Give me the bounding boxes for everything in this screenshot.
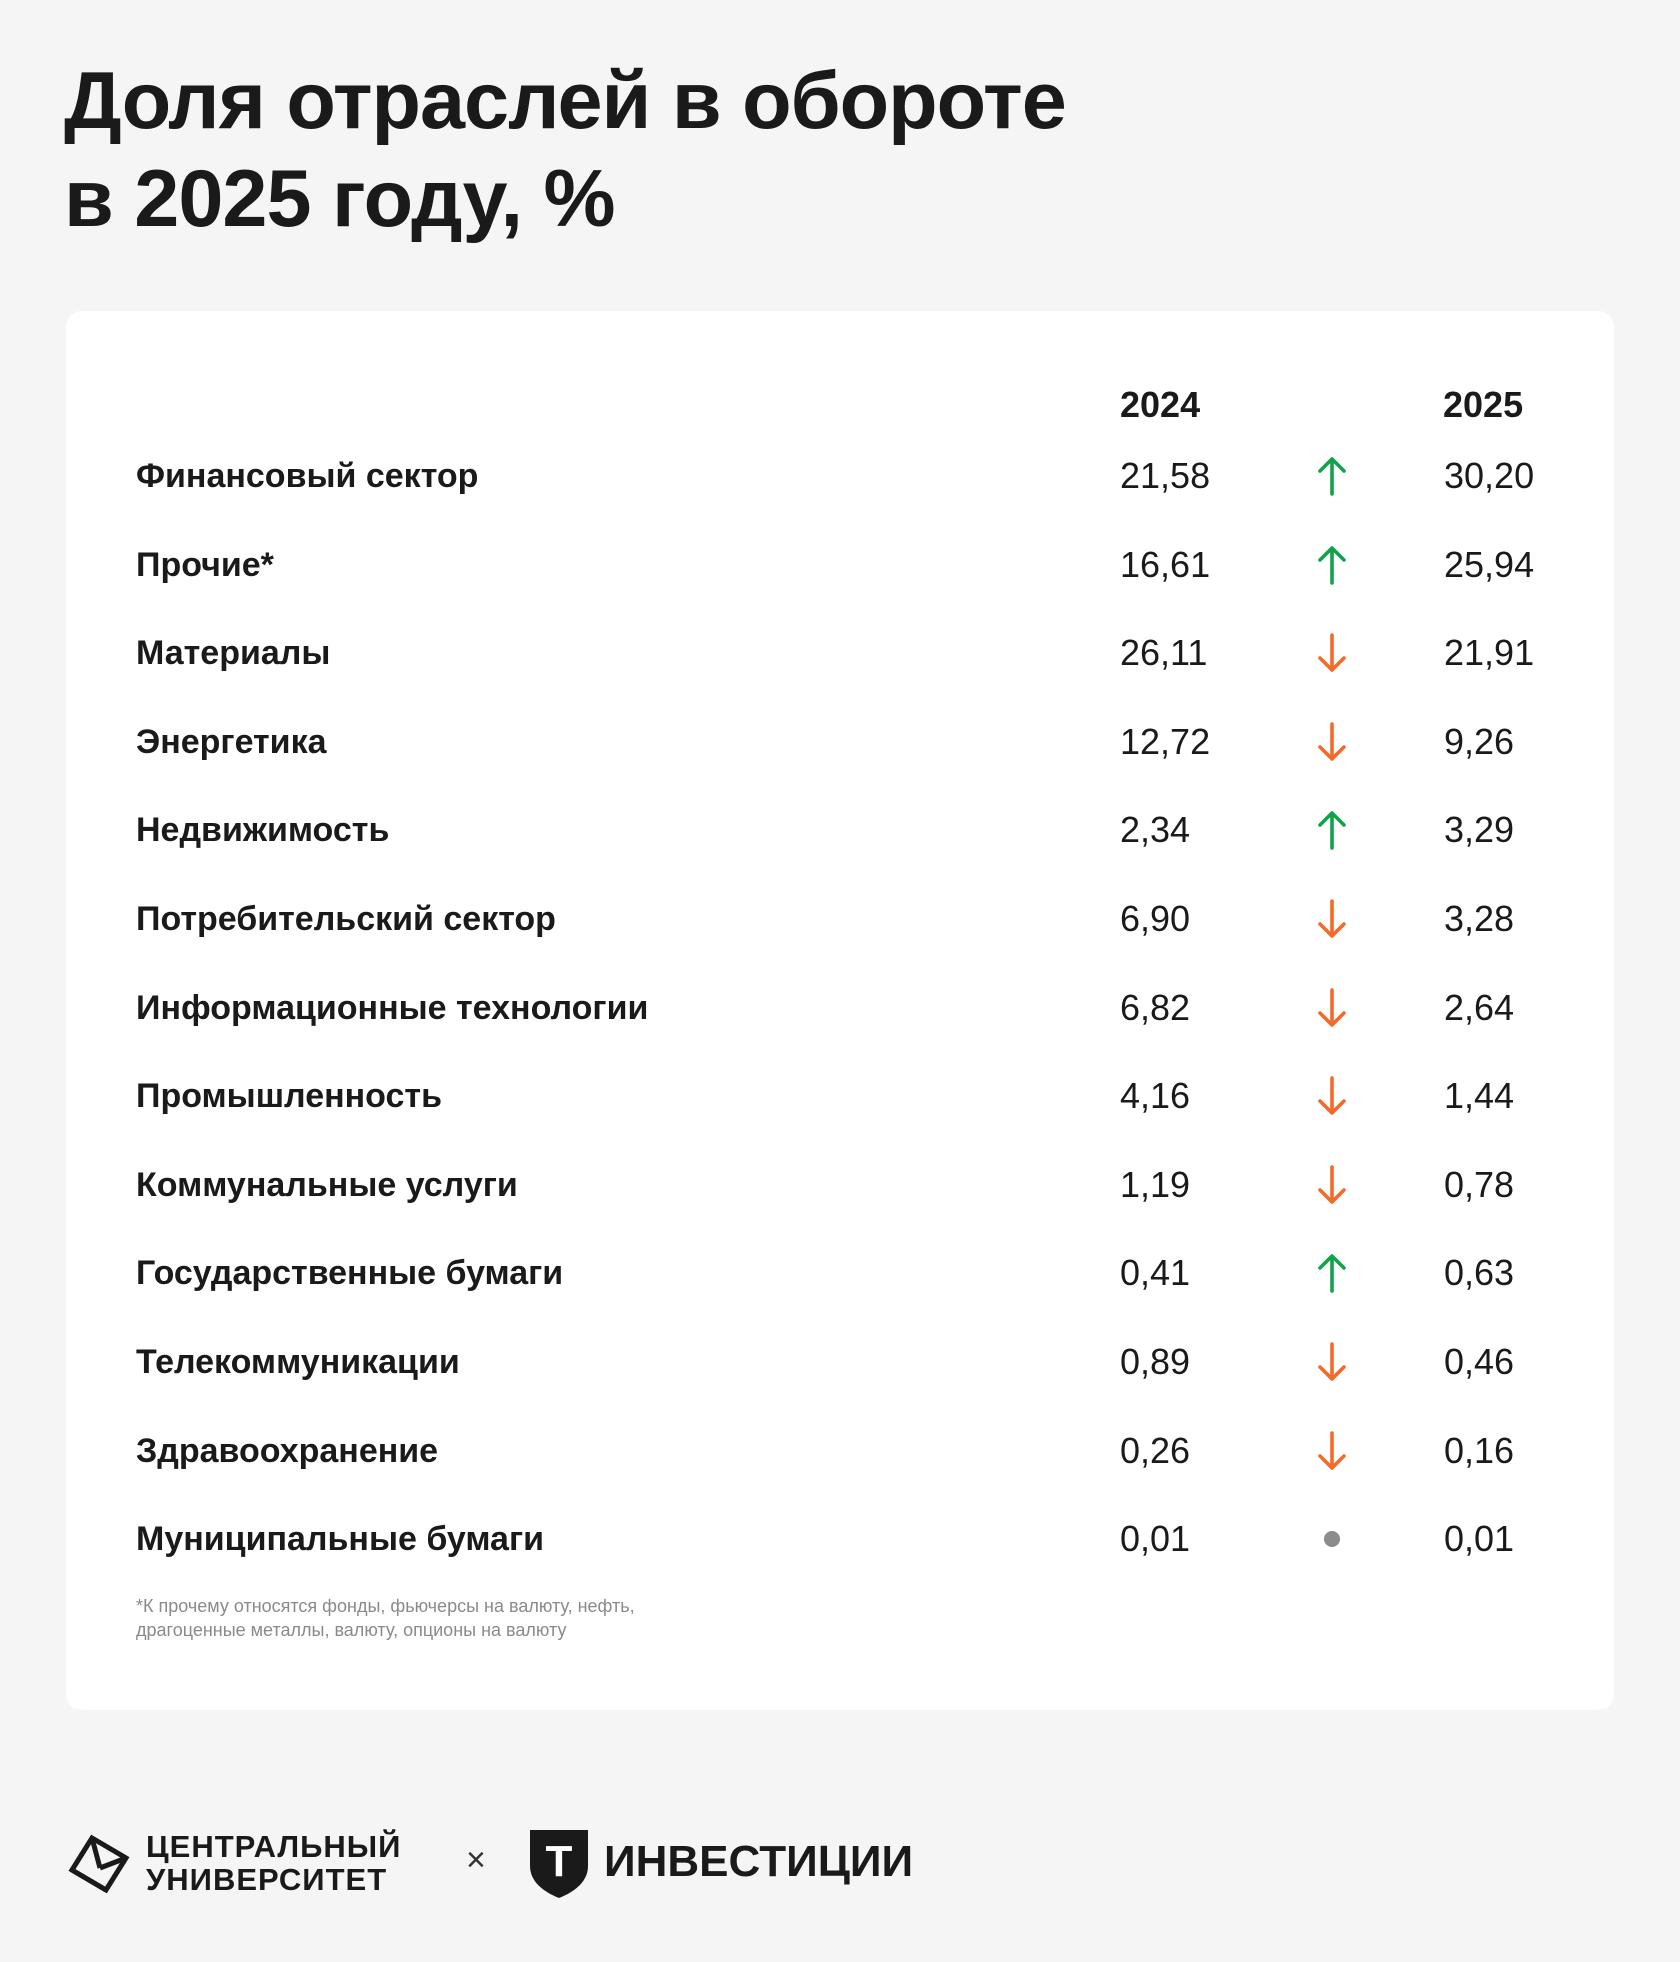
table-row bbox=[66, 438, 1614, 527]
value-2025: 2,64 bbox=[1444, 986, 1515, 1028]
row-label: Коммунальные услуги bbox=[136, 1165, 518, 1204]
value-2025: 21,91 bbox=[1444, 632, 1535, 674]
value-2024: 0,01 bbox=[1120, 1518, 1191, 1560]
arrow-up-icon bbox=[1309, 1250, 1355, 1296]
cu-brand-line-2: УНИВЕРСИТЕТ bbox=[146, 1862, 388, 1897]
row-label: Прочие* bbox=[136, 545, 274, 584]
row-label: Государственные бумаги bbox=[136, 1254, 564, 1293]
value-2025: 0,16 bbox=[1444, 1429, 1515, 1471]
table-row bbox=[66, 1058, 1614, 1147]
table-row bbox=[66, 792, 1614, 881]
brand-separator: × bbox=[466, 1841, 486, 1879]
brand-footer bbox=[64, 1826, 964, 1902]
value-2024: 0,26 bbox=[1120, 1429, 1191, 1471]
arrow-down-icon bbox=[1309, 896, 1355, 942]
footnote-line-2: драгоценные металлы, валюту, опционы на валюту bbox=[136, 1620, 567, 1640]
table-row bbox=[66, 615, 1614, 704]
shield-logo-letter: T bbox=[545, 1837, 573, 1886]
arrow-down-icon bbox=[1309, 719, 1355, 765]
value-2025: 0,78 bbox=[1444, 1163, 1515, 1205]
row-label: Муниципальные бумаги bbox=[136, 1520, 545, 1559]
table-row bbox=[66, 1501, 1614, 1590]
value-2024: 0,89 bbox=[1120, 1340, 1191, 1382]
arrow-down-icon bbox=[1309, 985, 1355, 1031]
value-2024: 12,72 bbox=[1120, 720, 1211, 762]
arrow-down-icon bbox=[1309, 1428, 1355, 1474]
row-label: Потребительский сектор bbox=[136, 899, 556, 938]
arrow-up-icon bbox=[1309, 807, 1355, 853]
value-2024: 16,61 bbox=[1120, 543, 1211, 585]
arrow-down-icon bbox=[1309, 1339, 1355, 1385]
value-2024: 6,82 bbox=[1120, 986, 1191, 1028]
table-body bbox=[66, 438, 1614, 1590]
table-row bbox=[66, 704, 1614, 793]
table-row bbox=[66, 1235, 1614, 1324]
footnote-line-1: *К прочему относятся фонды, фьючерсы на валюту, нефть, bbox=[136, 1596, 635, 1616]
row-label: Здравоохранение bbox=[136, 1431, 439, 1470]
value-2025: 0,01 bbox=[1444, 1518, 1515, 1560]
value-2025: 0,63 bbox=[1444, 1252, 1515, 1294]
value-2024: 26,11 bbox=[1120, 632, 1208, 674]
row-label: Энергетика bbox=[136, 722, 327, 761]
value-2024: 6,90 bbox=[1120, 897, 1191, 939]
t-brand-name: ИНВЕСТИЦИИ bbox=[604, 1837, 914, 1886]
table-row bbox=[66, 527, 1614, 616]
arrow-down-icon bbox=[1309, 630, 1355, 676]
arrow-down-icon bbox=[1309, 1162, 1355, 1208]
value-2025: 3,29 bbox=[1444, 809, 1515, 851]
footnote bbox=[136, 1594, 836, 1642]
row-label: Телекоммуникации bbox=[136, 1342, 460, 1381]
column-header-2025: 2025 bbox=[1443, 384, 1524, 425]
value-2024: 21,58 bbox=[1120, 455, 1211, 496]
row-label: Недвижимость bbox=[136, 811, 390, 850]
value-2024: 0,41 bbox=[1120, 1252, 1191, 1294]
shield-logo-icon bbox=[526, 1826, 592, 1900]
value-2025: 3,28 bbox=[1444, 897, 1515, 939]
table-row bbox=[66, 970, 1614, 1059]
page-title-line-1: Доля отраслей в обороте bbox=[64, 56, 1066, 146]
value-2025: 9,26 bbox=[1444, 720, 1515, 762]
value-2024: 1,19 bbox=[1120, 1163, 1191, 1205]
table-row bbox=[66, 1413, 1614, 1502]
table-card bbox=[66, 311, 1614, 1710]
cu-brand-name bbox=[146, 1830, 401, 1896]
value-2025: 25,94 bbox=[1444, 543, 1535, 585]
dot-icon bbox=[1309, 1516, 1355, 1562]
arrow-down-icon bbox=[1309, 1073, 1355, 1119]
row-label: Информационные технологии bbox=[136, 988, 649, 1027]
value-2025: 30,20 bbox=[1444, 455, 1535, 496]
column-header-2024: 2024 bbox=[1120, 384, 1201, 425]
table-row bbox=[66, 1324, 1614, 1413]
value-2024: 4,16 bbox=[1120, 1075, 1191, 1117]
arrow-up-icon bbox=[1309, 453, 1355, 499]
arrow-up-icon bbox=[1309, 542, 1355, 588]
cu-brand-line-1: ЦЕНТРАЛЬНЫЙ bbox=[146, 1829, 402, 1864]
row-label: Материалы bbox=[136, 634, 331, 673]
table-row bbox=[66, 1147, 1614, 1236]
cube-logo-icon bbox=[64, 1832, 134, 1898]
value-2025: 0,46 bbox=[1444, 1340, 1515, 1382]
page-title-line-2: в 2025 году, % bbox=[64, 154, 615, 244]
row-label: Промышленность bbox=[136, 1077, 442, 1116]
table-row bbox=[66, 881, 1614, 970]
value-2024: 2,34 bbox=[1120, 809, 1191, 851]
value-2025: 1,44 bbox=[1444, 1075, 1515, 1117]
row-label: Финансовый сектор bbox=[136, 457, 479, 495]
page-title bbox=[64, 52, 1464, 248]
